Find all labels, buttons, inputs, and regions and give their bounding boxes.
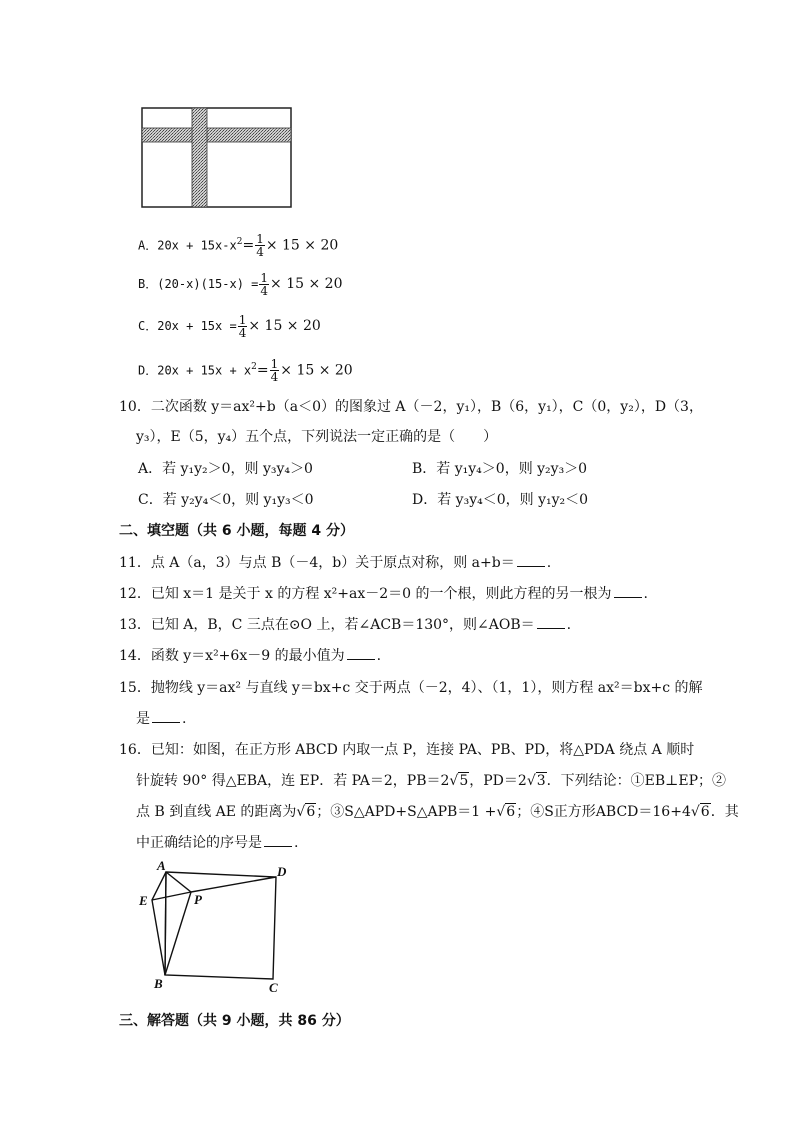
answer-blank <box>614 585 642 598</box>
radicand: 5 <box>459 773 469 789</box>
option-letter: D． <box>138 363 158 378</box>
sqrt-symbol: √6 <box>690 804 710 820</box>
segment-ap-extra <box>165 872 166 975</box>
equals: = <box>256 362 269 379</box>
segment-pd <box>191 877 276 892</box>
section-3-heading: 三、解答题（共 9 小题，共 86 分） <box>119 1013 350 1029</box>
q9-option-b <box>138 270 342 298</box>
option-lhs: 20x + 15x = <box>157 319 237 333</box>
option-rhs: × 15 × 20 <box>280 362 353 379</box>
square-abcd <box>165 872 276 979</box>
radicand: 3 <box>536 773 546 789</box>
sqrt-symbol: √6 <box>496 804 516 820</box>
text-segment: ，PD＝2 <box>469 773 527 789</box>
text-segment: 针旋转 90° 得△EBA，连 EP．若 PA＝2，PB＝2 <box>136 773 450 789</box>
text-segment: ．下列结论：①EB⊥EP；② <box>546 773 726 789</box>
sqrt-symbol: √6 <box>296 804 316 820</box>
q10-line1: 10．二次函数 y＝ax²+b（a＜0）的图象过 A（－2，y₁），B（6，y₁），C（0，y₂），D（3， <box>119 399 703 415</box>
fraction-one-quarter: $\frac{1}{4}$ <box>256 232 264 260</box>
q10-line2: y₃），E（5，y₄）五个点，下列说法一定正确的是（ ） <box>136 429 498 445</box>
q12 <box>119 583 648 603</box>
text-segment: ；③S△APD+S△APB＝1 + <box>316 804 497 820</box>
period: . <box>643 586 648 602</box>
fraction-one-quarter: $\frac{1}{4}$ <box>260 270 269 298</box>
cross-road-figure <box>141 107 293 209</box>
label-e: E <box>139 893 148 908</box>
answer-blank <box>537 616 565 629</box>
label-c: C <box>269 980 278 994</box>
option-rhs: × 15 × 20 <box>248 318 321 334</box>
label-p: P <box>194 892 202 907</box>
q16-line3 <box>136 801 739 821</box>
q11-text: 11．点 A（a，3）与点 B（－4，b）关于原点对称，则 a+b＝ <box>119 555 515 571</box>
radicand: 6 <box>700 804 710 820</box>
answer-blank <box>152 710 180 723</box>
answer-blank <box>517 554 545 567</box>
option-letter: B． <box>138 277 158 291</box>
option-letter: A． <box>138 238 158 253</box>
text-segment: ．其 <box>710 804 739 820</box>
q15-line1: 15．抛物线 y＝ax² 与直线 y＝bx+c 交于两点（－2，4）、（1，1），则方程 ax²＝bx+c 的解 <box>119 680 703 696</box>
q9-option-a <box>138 228 339 260</box>
q10-option-a: A．若 y₁y₂＞0，则 y₃y₄＞0 <box>138 461 313 477</box>
q16-line2 <box>136 770 726 790</box>
q9-option-d <box>138 353 353 385</box>
section-2-heading: 二、填空题（共 6 小题，每题 4 分） <box>119 523 354 539</box>
text-segment: 点 B 到直线 AE 的距离为 <box>136 804 297 820</box>
answer-blank <box>347 647 375 660</box>
answer-blank <box>264 834 292 847</box>
segment-ep <box>152 892 191 900</box>
segment-pa <box>166 872 191 892</box>
q16-line1: 16．已知：如图，在正方形 ABCD 内取一点 P，连接 PA、PB、PD，将△PDA 绕点 A 顺时 <box>119 742 695 758</box>
q14-text: 14．函数 y＝x²+6x－9 的最小值为 <box>119 648 345 664</box>
option-letter: C． <box>138 319 158 333</box>
exponent: 2 <box>251 362 257 372</box>
q10-option-d: D．若 y₃y₄＜0，则 y₁y₂＜0 <box>412 492 589 508</box>
q13 <box>119 614 571 634</box>
label-d: D <box>277 864 287 879</box>
period: . <box>566 617 572 633</box>
q9-option-c <box>138 312 321 340</box>
fraction-one-quarter: $\frac{1}{4}$ <box>238 312 247 340</box>
label-b: B <box>154 976 163 991</box>
period: . <box>546 555 552 571</box>
q14 <box>119 645 381 665</box>
equals: = <box>242 237 255 254</box>
option-lhs: 20x + 15x + x <box>157 363 252 378</box>
option-lhs: (20-x)(15-x) = <box>157 277 259 291</box>
fraction-one-quarter: $\frac{1}{4}$ <box>270 357 279 385</box>
segment-pb <box>165 892 191 975</box>
sqrt-symbol: √3 <box>526 773 546 789</box>
option-rhs: × 15 × 20 <box>265 237 339 254</box>
period: . <box>376 648 382 664</box>
q13-text: 13．已知 A，B，C 三点在⊙O 上，若∠ACB＝130°，则∠AOB＝ <box>119 617 535 633</box>
q10-option-c: C．若 y₂y₄＜0，则 y₁y₃＜0 <box>138 492 314 508</box>
option-rhs: × 15 × 20 <box>270 276 343 292</box>
q15-text: 是 <box>136 711 150 727</box>
radicand: 6 <box>306 804 316 820</box>
square-geometry-figure <box>135 858 295 994</box>
option-lhs: 20x + 15x-x <box>157 238 237 253</box>
radicand: 6 <box>506 804 516 820</box>
q10-option-b: B．若 y₁y₄＞0，则 y₂y₃＞0 <box>412 461 588 477</box>
q16-line4 <box>136 832 298 852</box>
q11 <box>119 552 551 572</box>
label-a: A <box>157 858 166 873</box>
sqrt-symbol: √5 <box>449 773 469 789</box>
triangle-eba <box>152 872 166 975</box>
text-segment: ；④S正方形ABCD＝16+4 <box>516 804 691 820</box>
q12-text: 12．已知 x＝1 是关于 x 的方程 x²+ax－2＝0 的一个根，则此方程的另一根为 <box>119 586 612 602</box>
period: . <box>182 711 187 727</box>
q15-line2 <box>136 708 186 728</box>
exponent: 2 <box>236 237 243 247</box>
period: . <box>294 835 299 851</box>
text-segment: 中正确结论的序号是 <box>136 835 262 851</box>
